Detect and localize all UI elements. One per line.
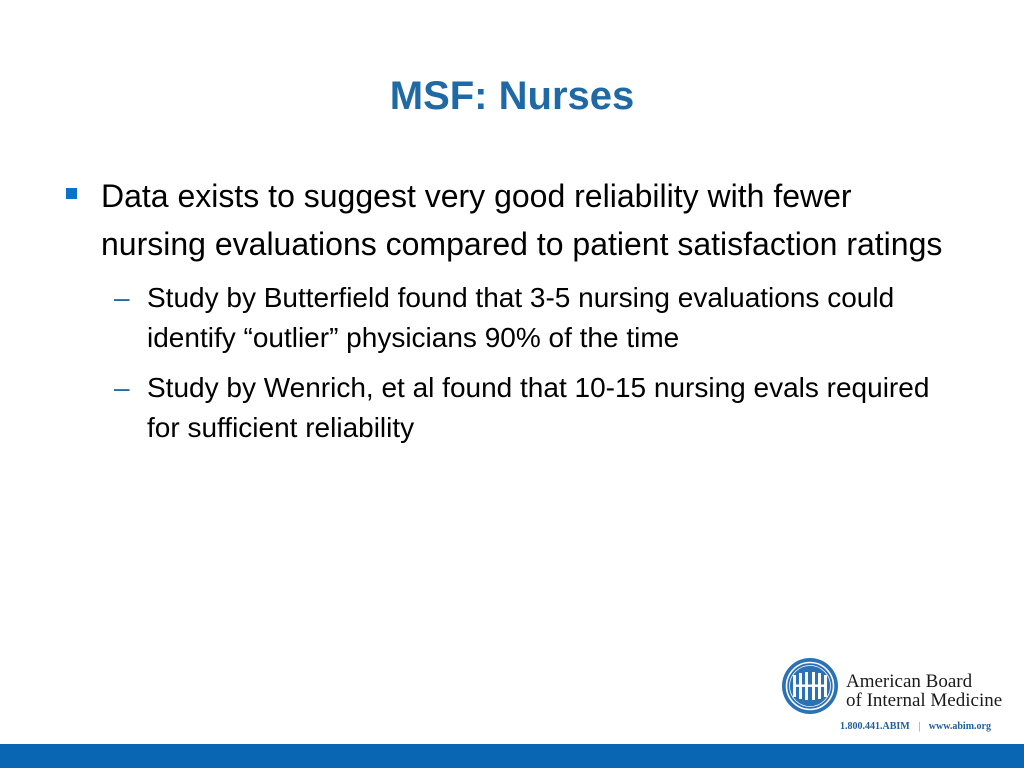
sub-bullet-text: Study by Butterfield found that 3-5 nursing evaluations could identify “outlier” physicians 90% of the time — [147, 282, 895, 353]
square-bullet-icon — [66, 188, 77, 199]
phone-number: 1.800.441.ABIM — [840, 721, 910, 732]
slide-title: MSF: Nurses — [389, 74, 635, 118]
website-link[interactable]: www.abim.org — [928, 721, 991, 732]
dash-bullet-marker: – — [114, 372, 130, 403]
organization-name-line2: of Internal Medicine — [846, 690, 1003, 711]
sub-bullet-item — [114, 278, 944, 358]
bullet-item — [64, 172, 944, 268]
abim-logo — [780, 656, 1020, 740]
slide-content — [64, 172, 944, 448]
sub-bullet-text: Study by Wenrich, et al found that 10-15 nursing evals required for sufficient reliability — [147, 372, 930, 443]
organization-name — [846, 672, 1002, 710]
bullet-text: Data exists to suggest very good reliability with fewer nursing evaluations compared to patient satisfaction ratings — [101, 178, 943, 262]
organization-contact — [840, 721, 991, 732]
sub-bullet-item — [114, 368, 944, 448]
organization-name-line1: American Board — [846, 671, 973, 692]
footer-bar — [0, 744, 1024, 768]
dash-bullet-marker: – — [114, 282, 130, 313]
abim-seal-icon — [780, 656, 840, 716]
contact-separator: | — [918, 721, 921, 732]
